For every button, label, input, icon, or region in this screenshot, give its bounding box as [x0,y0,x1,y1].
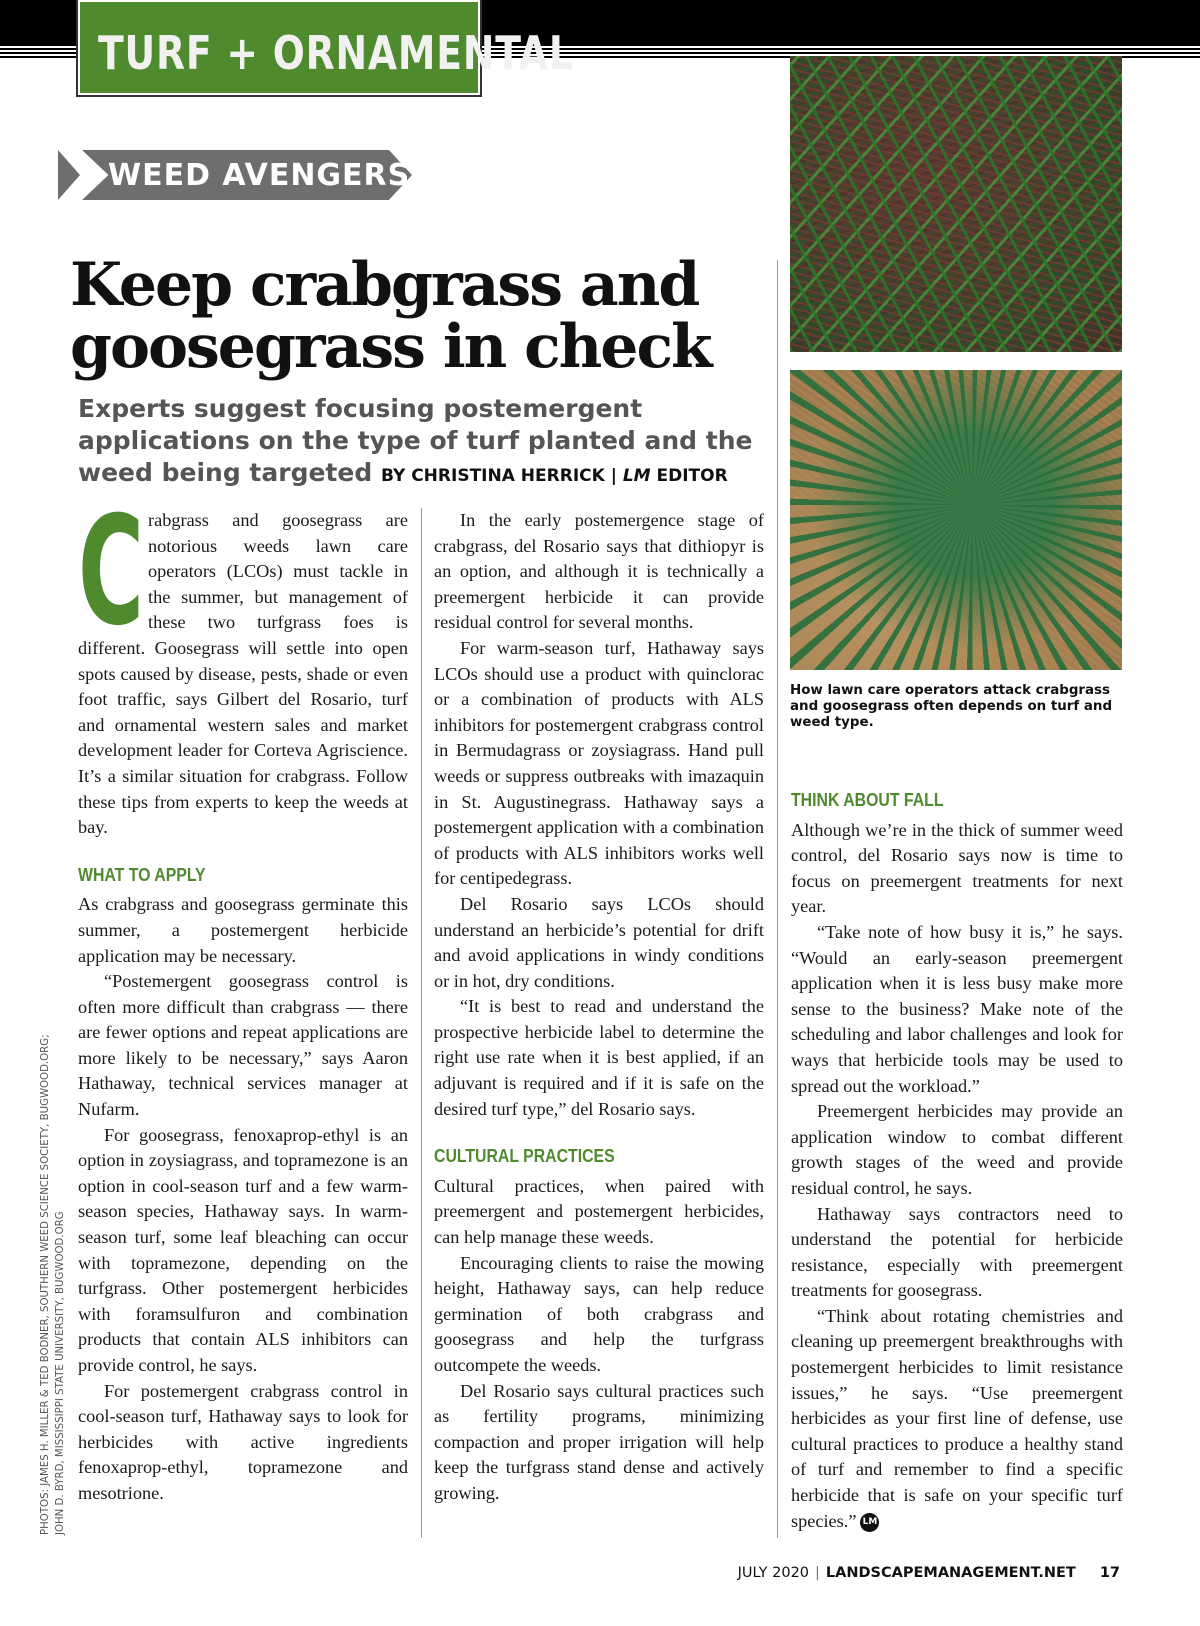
paragraph: Cultural practices, when paired with preemergent and postemergent herbicides, can help manage these weeds. [434,1175,764,1248]
headline: Keep crabgrass and goosegrass in check [70,250,711,382]
photo-credit-line: PHOTOS: JAMES H. MILLER & TED BODNER, SOUTHERN WEED SCIENCE SOCIETY, BUGWOOD.ORG; [40,1034,51,1535]
photo-caption: How lawn care operators attack crabgrass and goosegrass often depends on turf and weed type. [790,683,1113,730]
page-number: 17 [1099,1565,1120,1581]
footer-separator: | [815,1565,820,1581]
dropcap-box [78,485,145,659]
paragraph: As crabgrass and goosegrass germinate this summer, a postemergent herbicide application may be necessary. [78,894,408,966]
column-2 [434,508,764,1507]
subhead-cultural-practices: CULTURAL PRACTICES [434,1146,615,1167]
subhead-think-about-fall: THINK ABOUT FALL [791,790,944,810]
deck-text: Experts suggest focusing postemergent applications on the type of turf planted and the weed being targeted [78,394,753,487]
column-rule [777,260,778,1538]
deck [78,393,758,492]
final-paragraph [791,1304,1123,1534]
paragraph: “Postemergent goosegrass control is often more difficult than crabgrass — there are fewer options and repeat applications are more likely to be necessary,” says Aaron Hathaway, technical services manager at Nufarm. [78,971,408,1120]
paragraph: Preemergent herbicides may provide an application window to combat different growth stages of the weed and provide residual control, he says. [791,1101,1123,1198]
byline-prefix: BY CHRISTINA HERRICK | [380,466,623,486]
section-tab [78,0,574,95]
site-url: LANDSCAPEMANAGEMENT.NET [825,1565,1076,1581]
subhead-what-to-apply: WHAT TO APPLY [78,864,206,885]
kicker-label: WEED AVENGERS [108,158,411,193]
column-1 [78,485,408,1507]
paragraph: For goosegrass, fenoxaprop-ethyl is an option in zoysiagrass, and topramezone is an option in cool-season turf and a few warm-season species, Hathaway says. In warm-season turf, some leaf bleaching can occur with topramezone, depending on the turfgrass. Other postemergent herbicides with foramsulfuron and combination products that contain ALS inhibitors can provide control, he says. [78,1124,408,1375]
final-paragraph-text: “Think about rotating chemistries and cleaning up preemergent breakthroughs with postemergent herbicides to limit resistance issues,” he says. “Use preemergent herbicides as your first line of defense, use cultural practices to produce a healthy stand of turf and remember to find a specific herbicide that is safe on your specific turf species.” [791,1305,1123,1531]
paragraph: Del Rosario says LCOs should understand an herbicide’s potential for drift and avoid applications in windy conditions or in hot, dry conditions. [434,893,764,991]
crabgrass-photo [790,56,1122,352]
byline [381,466,728,486]
goosegrass-photo [790,370,1122,670]
page-footer [738,1565,1120,1581]
intro-paragraph: rabgrass and goosegrass are notorious weeds lawn care operators (LCOs) must tackle in the summer, but management of these two turfgrass foes is different. Goosegrass will settle into open spots caused by disease, pests, shade or even foot traffic, says Gilbert del Rosario, turf and ornamental western sales and market development leader for Corteva Agriscience. It’s a similar situation for crabgrass. Follow these tips from experts to keep the weeds at bay. [78,510,408,838]
paragraph: Hathaway says contractors need to understand the potential for herbicide resistance, especially with preemergent treatments for goosegrass. [791,1203,1123,1301]
section-label: TURF + ORNAMENTAL [98,26,574,80]
paragraph: Encouraging clients to raise the mowing height, Hathaway says, can help reduce germination of both crabgrass and goosegrass and help the turfgrass outcompete the weeds. [434,1252,764,1375]
dropcap: C [78,485,145,659]
lm-end-icon: LM [860,1513,879,1532]
chevron-icon [58,150,80,200]
paragraph: For warm-season turf, Hathaway says LCOs should use a product with quinclorac or a combination of products with ALS inhibitors for postemergent crabgrass control in Bermudagrass or zoysiagrass. Hand pull weeds or suppress outbreaks with imazaquin in St. Augustinegrass. Hathaway says a postemergent application with a combination of products with ALS inhibitors works well for centipedegrass. [434,637,764,889]
byline-pub: LM [622,466,651,486]
paragraph: Del Rosario says cultural practices such as fertility programs, minimizing compaction and proper irrigation will help keep the turfgrass stand dense and actively growing. [434,1380,764,1503]
issue-date: JULY 2020 [737,1565,810,1581]
column-rule [421,508,422,1538]
paragraph: “It is best to read and understand the prospective herbicide label to determine the right use rate when it is best applied, if an adjuvant is required and if it is safe on the desired turf type,” del Rosario says. [434,996,764,1119]
photo-credit-line: JOHN D. BYRD, MISSISSIPPI STATE UNIVERSITY, BUGWOOD.ORG [55,1211,66,1535]
photo-credit [38,975,74,1535]
column-3 [791,788,1123,1534]
paragraph: Although we’re in the thick of summer weed control, del Rosario says now is time to focus on preemergent treatments for next year. [791,819,1123,917]
byline-suffix: EDITOR [650,466,728,486]
paragraph: For postemergent crabgrass control in cool-season turf, Hathaway says to look for herbicides with active ingredients fenoxaprop-ethyl, topramezone and mesotrione. [78,1380,408,1503]
kicker-banner [58,150,433,200]
paragraph: “Take note of how busy it is,” he says. “Would an early-season preemergent application when it is less busy make more sense to the business? Make note of the scheduling and labor challenges and look for ways that herbicide tools may be used to spread out the workload.” [791,921,1123,1096]
paragraph: In the early postemergence stage of crabgrass, del Rosario says that dithiopyr is an option, and although it is technically a preemergent herbicide it can provide residual control for several months. [434,510,764,633]
